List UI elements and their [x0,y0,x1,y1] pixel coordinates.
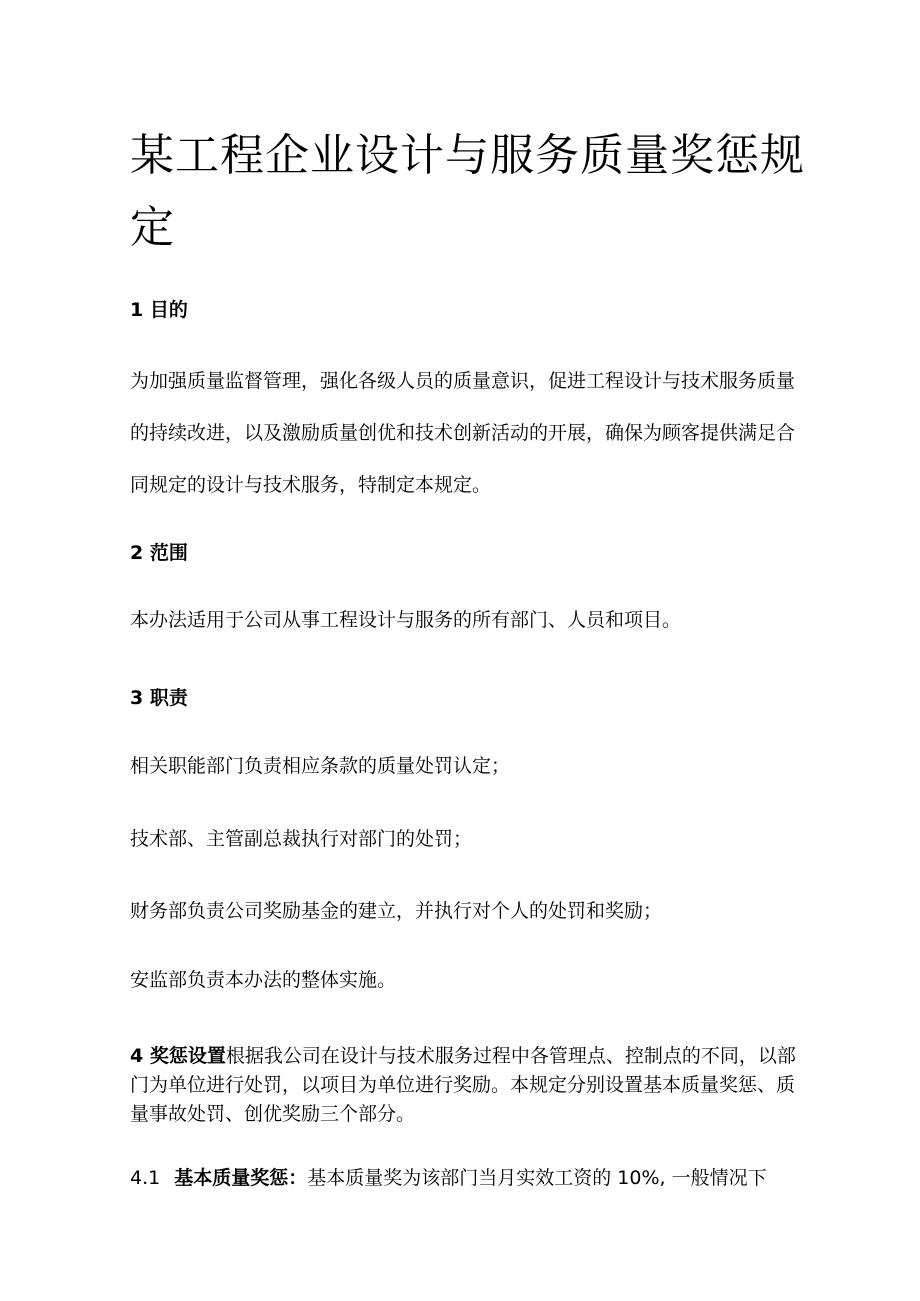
section-heading-rewards: 4 奖惩设置 [130,1045,226,1067]
section-paragraph-basic [130,1164,810,1192]
section-text-purpose: 为加强质量监督管理，强化各级人员的质量意识，促进工程设计与技术服务质量的持续改进，以及激励质量创优和技术创新活动的开展，确保为顾客提供满足合同规定的设计与技术服务，特制定本规定。 [130,370,796,496]
duty-item: 相关职能部门负责相应条款的质量处罚认定； [130,755,511,777]
duty-item: 技术部、主管副总裁执行对部门的处罚； [130,828,473,850]
section-heading-duties: 3 职责 [130,687,188,709]
section-text-scope: 本办法适用于公司从事工程设计与服务的所有部门、人员和项目。 [130,609,682,631]
section-heading-scope: 2 范围 [130,542,188,564]
section-text-rewards: 根据我公司在设计与技术服务过程中各管理点、控制点的不同，以部门为单位进行处罚，以项目为单位进行奖励。本规定分别设置基本质量奖惩、质量事故处罚、创优奖励三个部分。 [130,1045,796,1125]
duty-item: 安监部负责本办法的整体实施。 [130,969,397,991]
section-heading-basic: 基本质量奖惩： [174,1167,308,1189]
document-title: 某工程企业设计与服务质量奖惩规定 [130,130,805,253]
section-heading-purpose: 1 目的 [130,299,188,321]
section-text-basic: 基本质量奖为该部门当月实效工资的 10%, 一般情况下 [307,1167,767,1189]
section-number-basic: 4.1 [130,1167,161,1189]
section-paragraph-rewards [130,1042,800,1129]
duty-item: 财务部负责公司奖励基金的建立，并执行对个人的处罚和奖励； [130,900,663,922]
